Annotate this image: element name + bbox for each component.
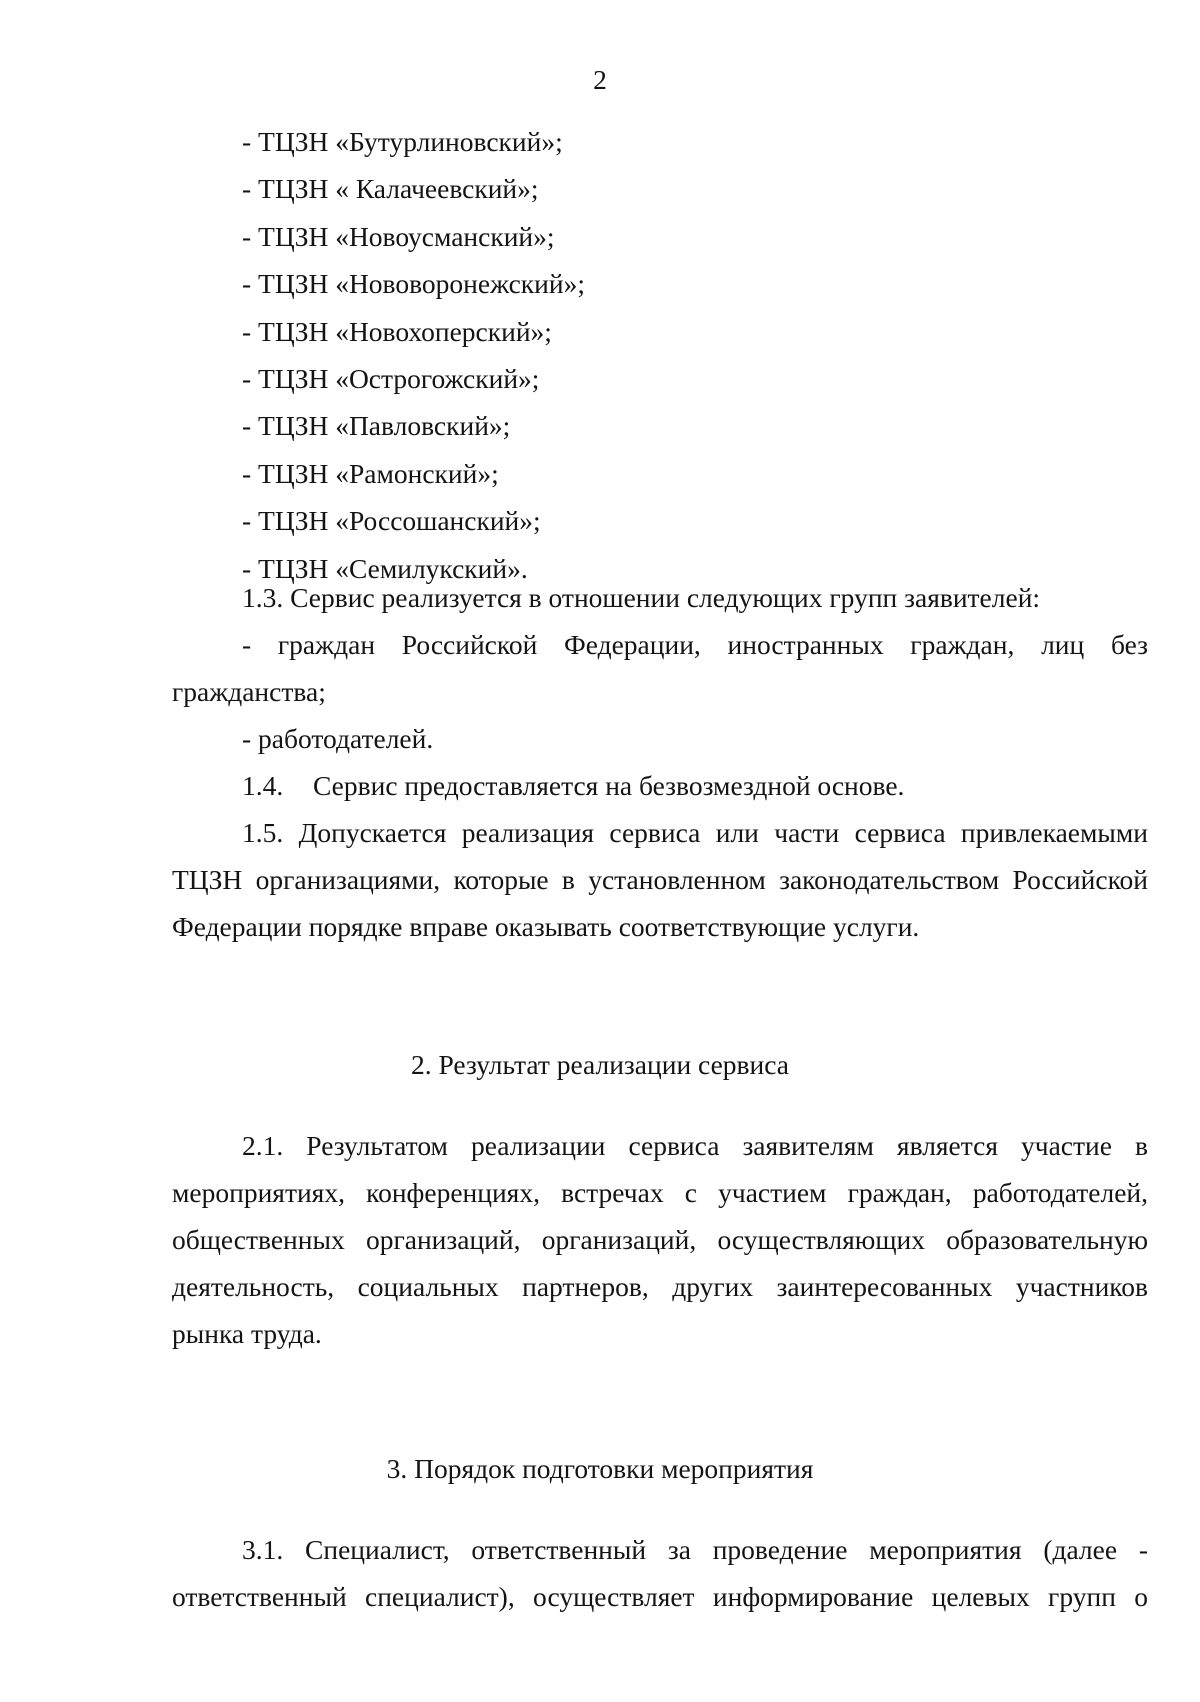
list-item: - ТЦЗН «Острогожский»; [242,362,540,394]
clause-1-3-item-2: - работодателей. [242,723,434,754]
clause-1-3-item-1-cont: гражданства; [172,676,326,707]
clause-1-4-number: 1.4. [242,770,284,801]
clause-2-1-line-2: мероприятиях, конференциях, встречах с участием граждан, работодателей, [172,1177,1148,1208]
list-item: - ТЦЗН «Павловский»; [242,410,511,442]
clause-2-1-line-5: рынка труда. [172,1318,322,1349]
list-item: - ТЦЗН «Новохоперский»; [242,315,552,347]
clause-1-3-item-1: - граждан Российской Федерации, иностранных граждан, лиц без [242,629,1148,660]
clause-3-1-line-2: ответственный специалист), осуществляет информирование целевых групп о [172,1581,1148,1612]
list-item: - ТЦЗН «Рамонский»; [242,457,499,489]
list-item: - ТЦЗН «Семилукский». [242,552,528,584]
tczn-list [242,118,585,592]
clause-2-1-line-1: 2.1. Результатом реализации сервиса заявителям является участие в [242,1130,1148,1161]
clause-1-4-text: Сервис предоставляется на безвозмездной основе. [313,770,905,801]
clause-1-5-line-2: ТЦЗН организациями, которые в установленном законодательством Российской [172,864,1148,895]
clause-1-3: 1.3. Сервис реализуется в отношении следующих групп заявителей: [242,582,1041,613]
list-item: - ТЦЗН «Новоусманский»; [242,220,555,252]
list-item: - ТЦЗН «Россошанский»; [242,505,541,537]
list-item: - ТЦЗН «Бутурлиновский»; [242,126,563,157]
list-item: - ТЦЗН « Калачеевский»; [242,173,539,205]
clause-1-5-line-3: Федерации порядке вправе оказывать соответствующие услуги. [172,911,920,942]
clause-2-1-line-4: деятельность, социальных партнеров, других заинтересованных участников [172,1271,1148,1302]
clause-3-1-line-1: 3.1. Специалист, ответственный за проведение мероприятия (далее - [242,1534,1148,1565]
section-2-heading: 2. Результат реализации сервиса [411,1049,789,1080]
clause-2-1-line-3: общественных организаций, организаций, осуществляющих образовательную [172,1224,1148,1255]
clause-1-5-line-1: 1.5. Допускается реализация сервиса или части сервиса привлекаемыми [242,817,1148,848]
page-number: 2 [593,64,607,95]
section-3-heading: 3. Порядок подготовки мероприятия [386,1453,814,1484]
list-item: - ТЦЗН «Нововоронежский»; [242,268,585,300]
